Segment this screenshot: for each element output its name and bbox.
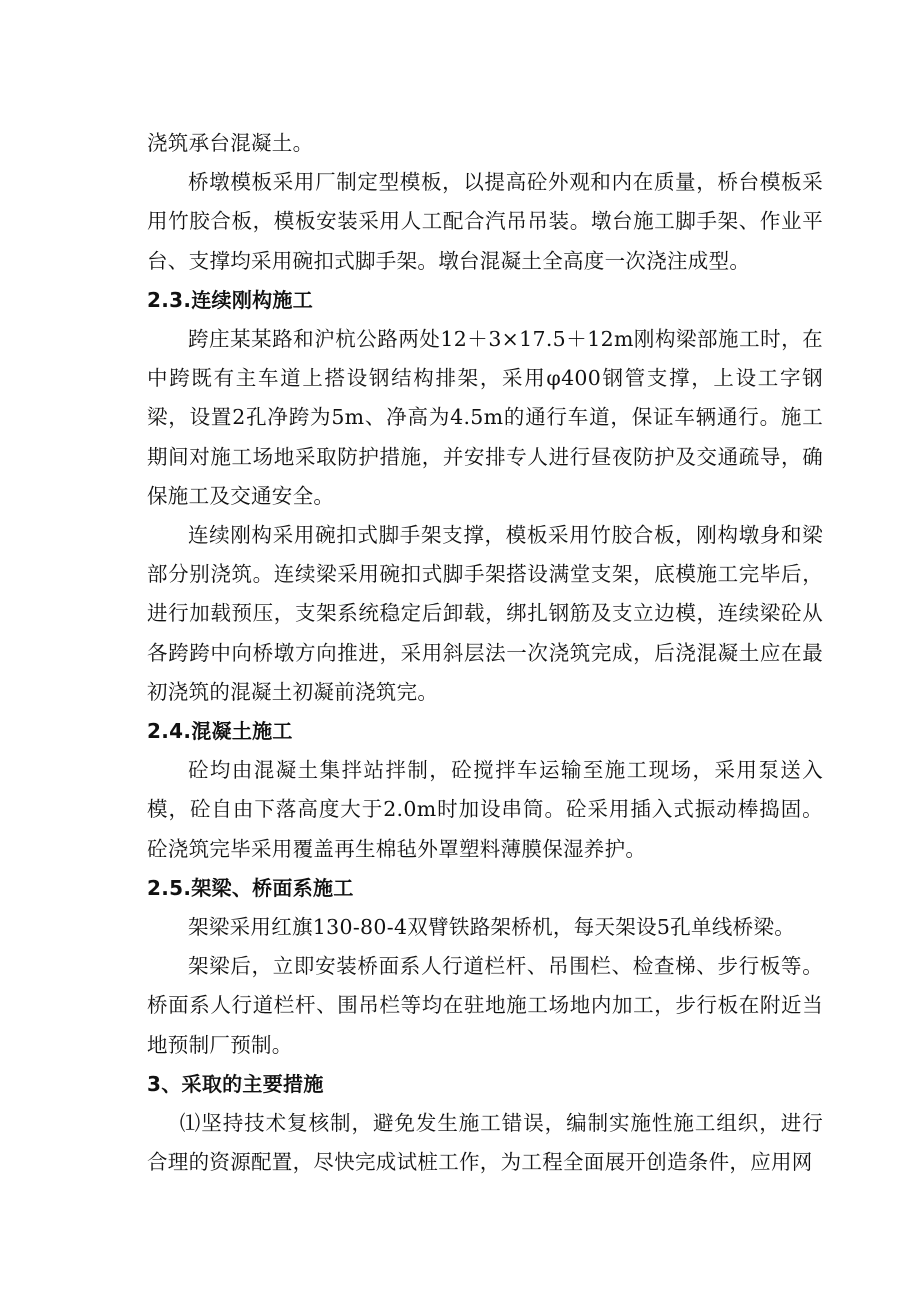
paragraph-beam-erection: 架梁采用红旗130-80-4双臂铁路架桥机，每天架设5孔单线桥梁。 (188, 915, 796, 940)
paragraph-measure-1: ⑴坚持技术复核制，避免发生施工错误，编制实施性施工组织，进行合理的资源配置，尽快完成试桩工作，为工程全面展开创造条件，应用网 (147, 1111, 823, 1175)
paragraph-rigid-frame-crossing: 跨庄某某路和沪杭公路两处12＋3×17.5＋12m刚构梁部施工时，在中跨既有主车道上搭设钢结构排架，采用φ400钢管支撑，上设工字钢梁，设置2孔净跨为5m、净高为4.5m的通行车道，保证车辆通行。施工期间对施工场地采取防护措施，并安排专人进行昼夜防护及交通疏导，确保施工及交通安全。 (147, 327, 823, 508)
document-body (147, 124, 823, 1182)
section-heading-2-5: 2.5.架梁、桥面系施工 (147, 875, 354, 900)
paragraph-concrete-construction: 砼均由混凝土集拌站拌制，砼搅拌车运输至施工现场，采用泵送入模，砼自由下落高度大于2.0m时加设串筒。砼采用插入式振动棒捣固。砼浇筑完毕采用覆盖再生棉毡外罩塑料薄膜保湿养护。 (147, 758, 823, 861)
paragraph-deck-system: 架梁后，立即安装桥面系人行道栏杆、吊围栏、检查梯、步行板等。桥面系人行道栏杆、围吊栏等均在驻地施工场地内加工，步行板在附近当地预制厂预制。 (147, 954, 823, 1057)
section-heading-3: 3、采取的主要措施 (147, 1071, 324, 1096)
section-heading-2-4: 2.4.混凝土施工 (147, 719, 293, 744)
paragraph-rigid-frame-scaffold: 连续刚构采用碗扣式脚手架支撑，模板采用竹胶合板，刚构墩身和梁部分别浇筑。连续梁采用碗扣式脚手架搭设满堂支架，底模施工完毕后，进行加载预压，支架系统稳定后卸载，绑扎钢筋及支立边模，连续梁砼从各跨跨中向桥墩方向推进，采用斜层法一次浇筑完成，后浇混凝土应在最初浇筑的混凝土初凝前浇筑完。 (147, 523, 823, 704)
paragraph-pier-formwork: 桥墩模板采用厂制定型模板，以提高砼外观和内在质量，桥台模板采用竹胶合板，模板安装采用人工配合汽吊吊装。墩台施工脚手架、作业平台、支撑均采用碗扣式脚手架。墩台混凝土全高度一次浇注成型。 (147, 170, 823, 273)
paragraph-continuation: 浇筑承台混凝土。 (147, 131, 314, 155)
section-heading-2-3: 2.3.连续刚构施工 (147, 287, 314, 312)
